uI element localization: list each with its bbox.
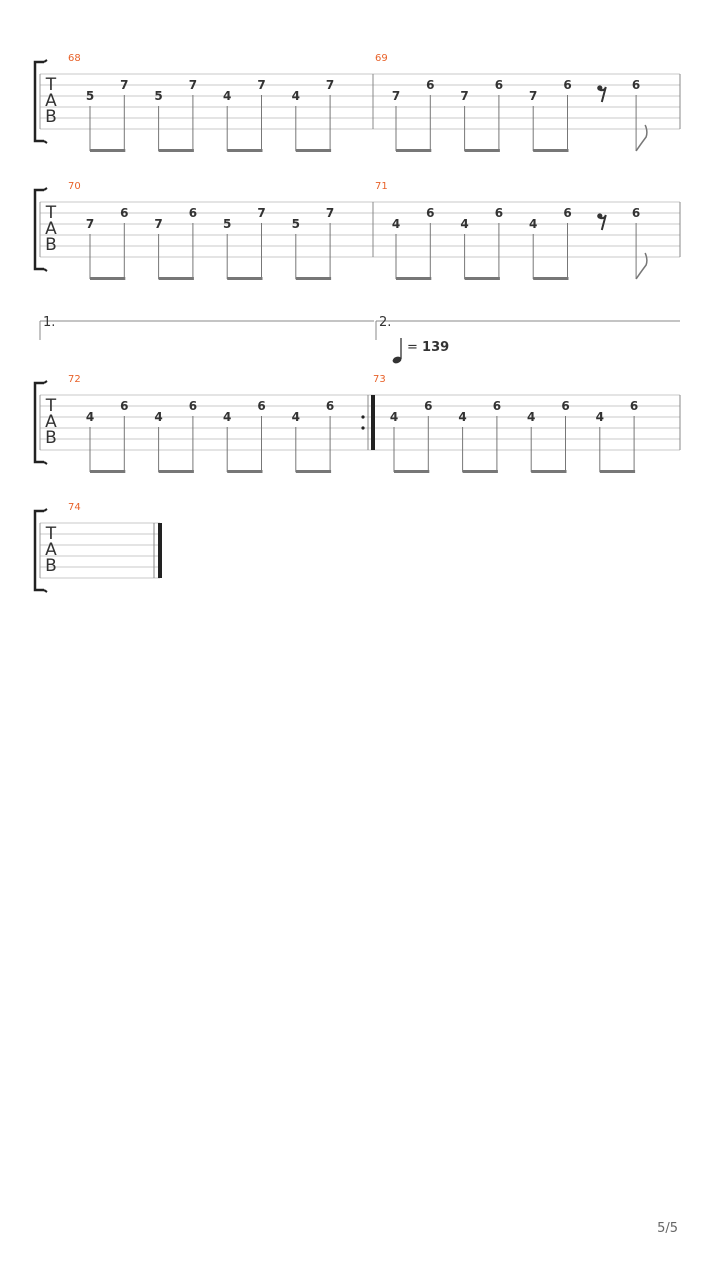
fret-number: 6 — [494, 78, 504, 92]
note-beam — [90, 277, 125, 280]
fret-number: 7 — [257, 206, 266, 220]
note-beam — [90, 149, 125, 152]
measure-number: 72 — [68, 374, 81, 385]
repeat-thick-barline — [371, 395, 375, 450]
repeat-dot — [361, 415, 364, 418]
fret-number: 7 — [188, 78, 198, 92]
measure-number: 68 — [68, 53, 81, 64]
bracket-hook-top — [44, 188, 47, 190]
tempo-text — [407, 340, 449, 355]
note-beam — [296, 149, 331, 152]
tempo-equals: = — [407, 340, 423, 355]
fret-number: 4 — [391, 217, 401, 231]
fret-number: 7 — [154, 217, 163, 231]
tab-clef-letter: A — [45, 540, 57, 560]
bracket-hook-bottom — [44, 141, 47, 143]
measure-number: 71 — [375, 181, 388, 192]
fret-number: 6 — [563, 206, 572, 220]
fret-number: 7 — [391, 89, 401, 103]
fret-number: 4 — [458, 410, 467, 424]
measure — [375, 181, 680, 280]
fret-number: 4 — [223, 89, 232, 103]
fret-number: 6 — [563, 78, 572, 92]
note-beam — [159, 277, 194, 280]
bracket-hook-top — [44, 60, 47, 62]
measure — [68, 374, 375, 473]
note-beam — [394, 470, 429, 473]
note-beam — [533, 277, 568, 280]
fret-number: 6 — [120, 206, 129, 220]
note-beam — [396, 149, 431, 152]
fret-number: 6 — [631, 78, 641, 92]
volta-label: 2. — [379, 315, 392, 330]
fret-number: 7 — [325, 78, 335, 92]
measure-number: 73 — [373, 374, 386, 385]
note-beam — [90, 470, 125, 473]
bracket-hook-bottom — [44, 462, 47, 464]
fret-number: 5 — [291, 217, 300, 231]
tab-clef-letter: T — [45, 396, 57, 416]
fret-number: 6 — [188, 399, 198, 413]
fret-number: 4 — [154, 410, 163, 424]
fret-number: 4 — [529, 217, 538, 231]
fret-number: 4 — [389, 410, 399, 424]
fret-number: 6 — [188, 206, 198, 220]
measure — [375, 53, 680, 152]
tab-system — [35, 53, 680, 152]
tab-clef-letter: A — [45, 412, 57, 432]
note-beam — [159, 470, 194, 473]
eighth-rest — [600, 215, 606, 230]
note-beam — [227, 470, 262, 473]
fret-number: 6 — [426, 78, 435, 92]
bracket-hook-top — [44, 381, 47, 383]
fret-number: 6 — [257, 399, 266, 413]
volta-brackets — [40, 315, 680, 340]
eighth-rest — [600, 87, 606, 102]
tab-system — [35, 502, 162, 592]
fret-number: 6 — [120, 399, 129, 413]
tab-clef-letter: B — [45, 428, 57, 448]
fret-number: 6 — [561, 399, 570, 413]
repeat-dot — [361, 426, 364, 429]
tab-system — [35, 181, 680, 280]
fret-number: 6 — [424, 399, 433, 413]
fret-number: 4 — [527, 410, 536, 424]
fret-number: 4 — [291, 410, 300, 424]
page-number: 5/5 — [657, 1221, 678, 1236]
measure-number: 69 — [375, 53, 388, 64]
tab-clef-letter: T — [45, 524, 57, 544]
note-beam — [159, 149, 194, 152]
measure-number: 70 — [68, 181, 81, 192]
fret-number: 4 — [595, 410, 604, 424]
tab-clef-letter: B — [45, 107, 57, 127]
fret-number: 4 — [291, 89, 300, 103]
tab-clef-letter: A — [45, 219, 57, 239]
fret-number: 4 — [223, 410, 232, 424]
fret-number: 4 — [460, 217, 469, 231]
fret-number: 6 — [494, 206, 504, 220]
note-beam — [296, 470, 331, 473]
tab-clef-letter: T — [45, 203, 57, 223]
tab-clef-letter: B — [45, 235, 57, 255]
note-beam — [396, 277, 431, 280]
fret-number: 5 — [223, 217, 232, 231]
note-beam — [465, 149, 500, 152]
volta-label: 1. — [43, 315, 56, 330]
fret-number: 7 — [529, 89, 538, 103]
note-beam — [296, 277, 331, 280]
fret-number: 7 — [257, 78, 266, 92]
tab-clef-letter: A — [45, 91, 57, 111]
measure — [68, 181, 373, 280]
tempo-marking — [392, 338, 449, 365]
note-beam — [533, 149, 568, 152]
fret-number: 6 — [492, 399, 502, 413]
tab-system — [35, 374, 680, 473]
fret-number: 6 — [426, 206, 435, 220]
note-beam — [463, 470, 498, 473]
note-beam — [465, 277, 500, 280]
fret-number: 6 — [325, 399, 335, 413]
bracket-hook-bottom — [44, 590, 47, 592]
fret-number: 7 — [325, 206, 335, 220]
measure — [373, 374, 680, 473]
note-beam — [227, 277, 262, 280]
final-thick-barline — [158, 523, 162, 578]
fret-number: 5 — [85, 89, 95, 103]
measure-number: 74 — [68, 502, 81, 513]
note-beam — [600, 470, 635, 473]
note-beam — [227, 149, 262, 152]
fret-number: 7 — [85, 217, 95, 231]
fret-number: 7 — [120, 78, 129, 92]
fret-number: 6 — [631, 206, 641, 220]
fret-number: 6 — [629, 399, 639, 413]
tab-clef-letter: T — [45, 75, 57, 95]
measure — [68, 53, 373, 152]
note-beam — [531, 470, 566, 473]
fret-number: 4 — [85, 410, 95, 424]
fret-number: 7 — [460, 89, 469, 103]
fret-number: 5 — [154, 89, 163, 103]
tempo-value: 139 — [422, 340, 450, 355]
bracket-hook-bottom — [44, 269, 47, 271]
bracket-hook-top — [44, 509, 47, 511]
tab-clef-letter: B — [45, 556, 57, 576]
